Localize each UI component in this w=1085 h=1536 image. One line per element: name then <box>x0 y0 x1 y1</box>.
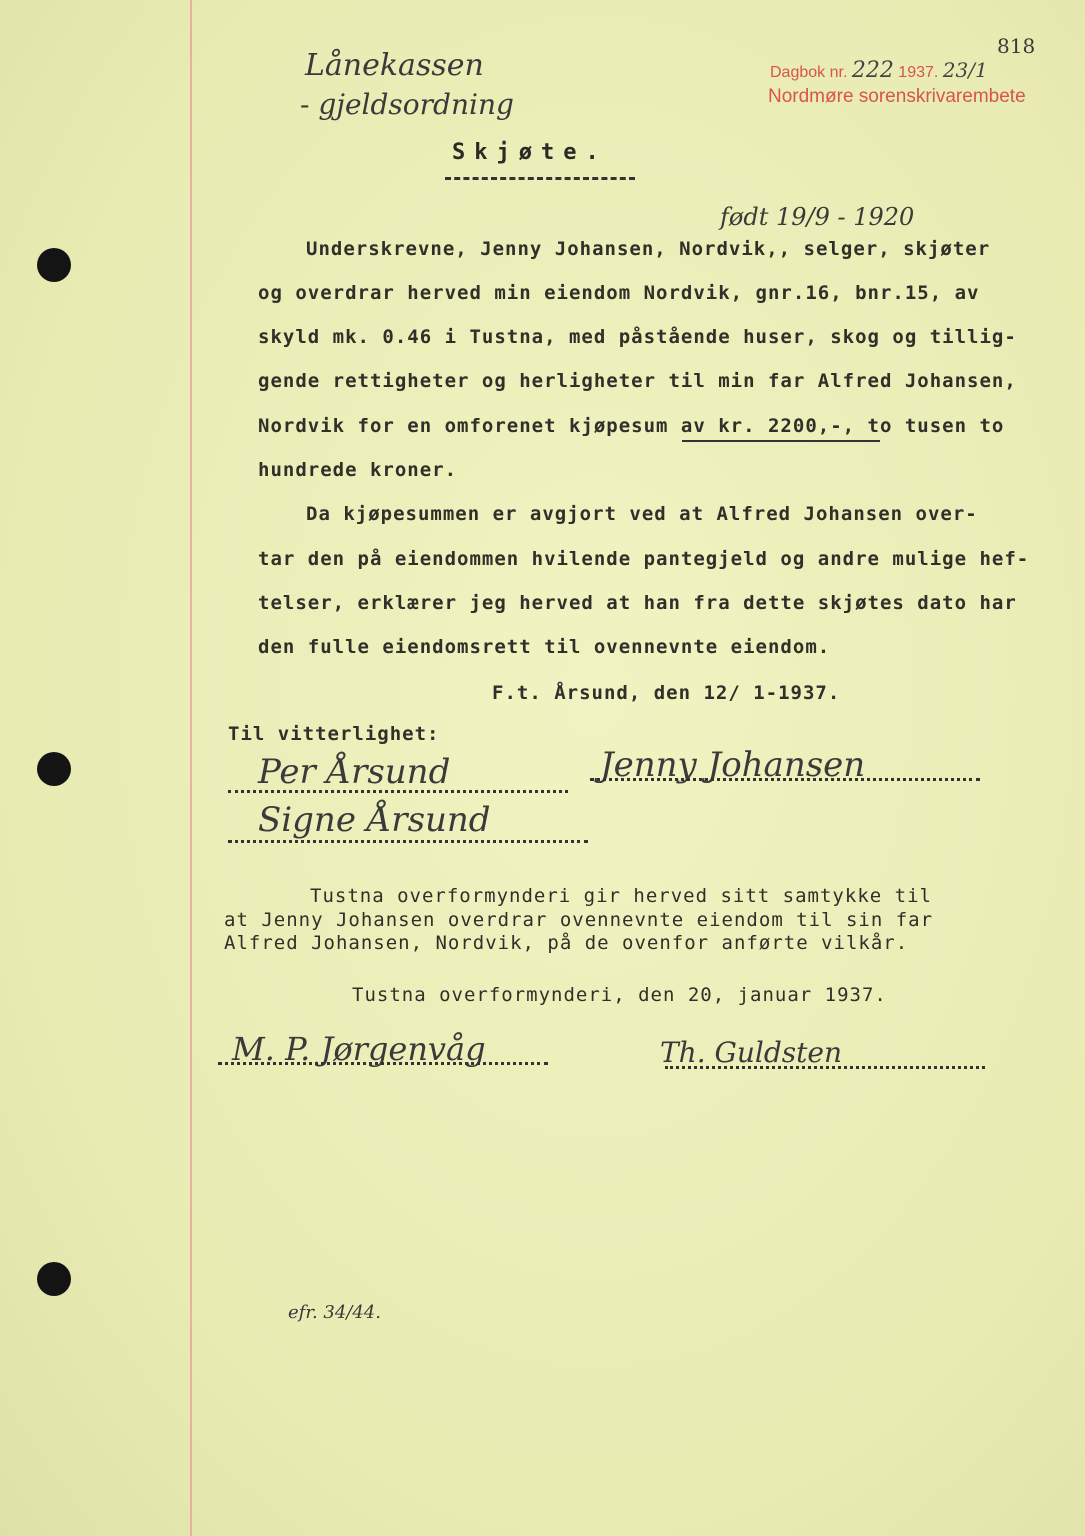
price-underline <box>682 440 880 442</box>
guardian-signature-left: M. P. Jørgenvåg <box>232 1030 486 1068</box>
stamp-prefix: Dagbok nr. <box>770 64 848 81</box>
text-line: skyld mk. 0.46 i Tustna, med påstående huser, skog og tillig- <box>258 326 1017 348</box>
text-line: telser, erklærer jeg herved at han fra dette skjøtes dato har <box>258 592 1017 614</box>
stamp-journal <box>770 58 988 83</box>
document-title: Skjøte. <box>452 140 608 165</box>
born-note: født 19/9 - 1920 <box>720 203 915 231</box>
text-line: og overdrar herved min eiendom Nordvik, gnr.16, bnr.15, av <box>258 282 980 304</box>
consent-line: at Jenny Johansen overdrar ovennevnte eiendom til sin far <box>224 909 934 931</box>
signature-line <box>218 1062 548 1065</box>
text-line: hundrede kroner. <box>258 459 458 481</box>
signature-line <box>228 840 588 843</box>
signature-line <box>228 790 568 793</box>
witness-signature-1: Per Årsund <box>258 752 451 792</box>
text-line: tar den på eiendommen hvilende pantegjeld og andre mulige hef- <box>258 548 1030 570</box>
text-line: Underskrevne, Jenny Johansen, Nordvik,, selger, skjøter <box>306 238 991 260</box>
text-line: Da kjøpesummen er avgjort ved at Alfred Johansen over- <box>306 503 978 525</box>
stamp-year: 1937. <box>898 64 939 81</box>
seller-signature: Jenny Johansen <box>600 745 866 785</box>
punch-hole <box>37 1262 71 1296</box>
place-date: F.t. Årsund, den 12/ 1-1937. <box>492 682 841 704</box>
witness-label: Til vitterlighet: <box>228 723 440 745</box>
stamp-number: 222 <box>851 58 894 83</box>
consent-line: Alfred Johansen, Nordvik, på de ovenfor anførte vilkår. <box>224 932 909 954</box>
signature-line <box>665 1066 985 1069</box>
stamp-date: 23/1 <box>942 58 988 82</box>
consent-date: Tustna overformynderi, den 20, januar 1937. <box>352 984 887 1006</box>
guardian-signature-right: Th. Guldsten <box>660 1036 843 1069</box>
punch-hole <box>37 752 71 786</box>
text-line: Nordvik for en omforenet kjøpesum av kr. 2200,-, to tusen to <box>258 415 1005 437</box>
consent-line: Tustna overformynderi gir herved sitt samtykke til <box>310 885 932 907</box>
witness-signature-2: Signe Årsund <box>258 800 491 840</box>
text-line: den fulle eiendomsrett til ovennevnte eiendom. <box>258 636 831 658</box>
stamp-office: Nordmøre sorenskrivarembete <box>768 86 1026 107</box>
handwritten-heading-1: Lånekassen <box>305 48 484 83</box>
red-margin-line <box>190 0 192 1536</box>
footnote: efr. 34/44. <box>288 1302 381 1323</box>
text-line: gende rettigheter og herligheter til min far Alfred Johansen, <box>258 370 1017 392</box>
title-rule <box>445 177 635 180</box>
signature-line <box>590 778 980 781</box>
handwritten-heading-2: - gjeldsordning <box>300 88 514 121</box>
punch-hole <box>37 248 71 282</box>
page-number: 818 <box>997 34 1036 58</box>
